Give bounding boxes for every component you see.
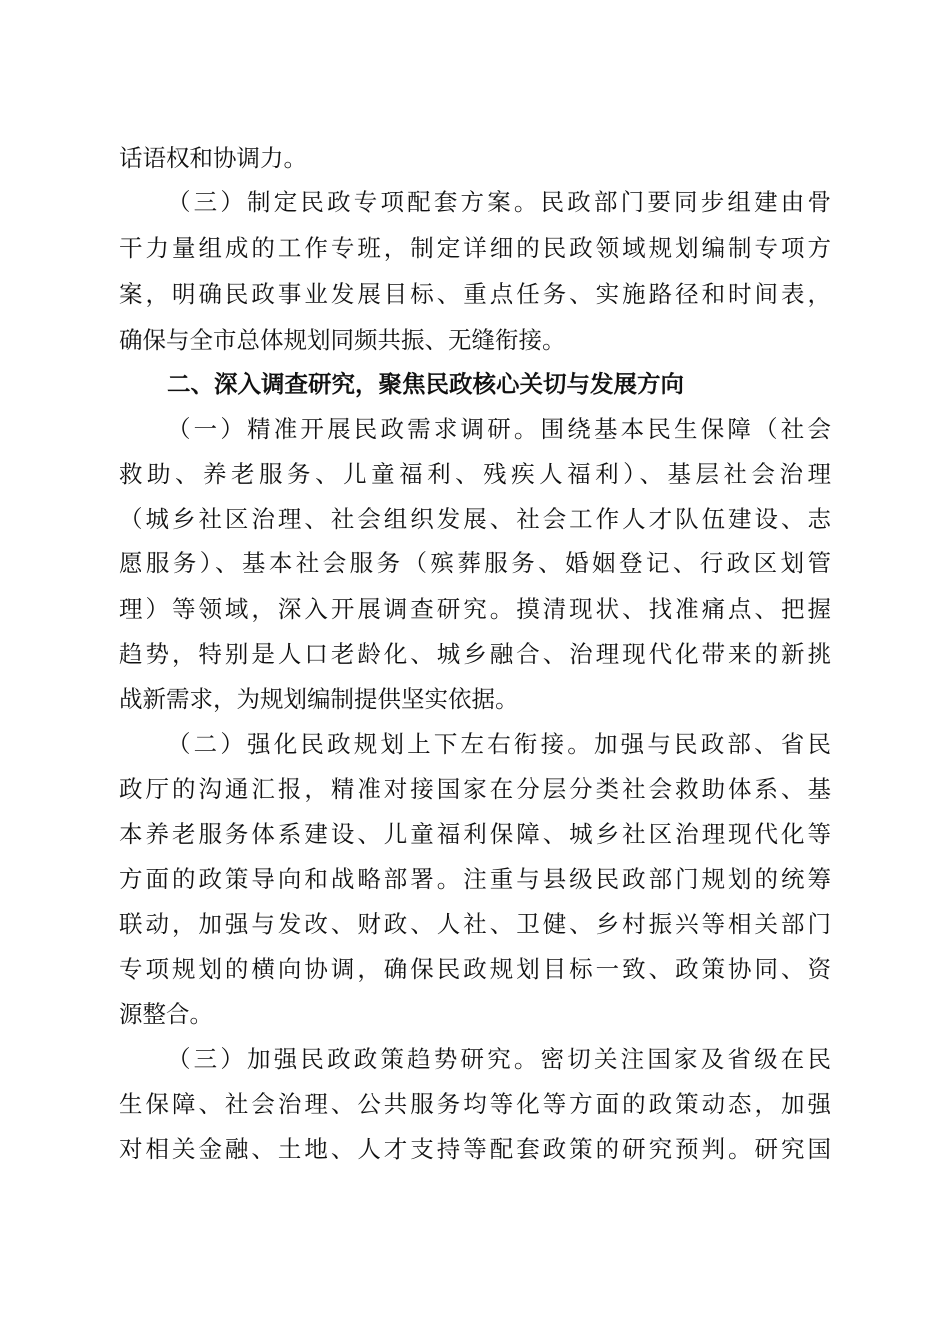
text-line: 方面的政策导向和战略部署。注重与县级民政部门规划的统筹 <box>119 865 831 893</box>
section-heading: 二、深入调查研究，聚焦民政核心关切与发展方向 <box>167 370 684 398</box>
text-line: （三）加强民政政策趋势研究。密切关注国家及省级在民 <box>167 1045 831 1073</box>
text-line: （二）强化民政规划上下左右衔接。加强与民政部、省民 <box>167 730 831 758</box>
text-line: 专项规划的横向协调，确保民政规划目标一致、政策协同、资 <box>119 955 831 983</box>
text-line: 源整合。 <box>119 1000 213 1028</box>
text-line: 愿服务）、基本社会服务（殡葬服务、婚姻登记、行政区划管 <box>119 549 831 577</box>
text-line: （一）精准开展民政需求调研。围绕基本民生保障（社会 <box>167 415 831 443</box>
text-line: 理）等领域，深入开展调查研究。摸清现状、找准痛点、把握 <box>119 595 831 623</box>
text-line: 救助、养老服务、儿童福利、残疾人福利）、基层社会治理 <box>119 460 831 488</box>
text-line: 案，明确民政事业发展目标、重点任务、实施路径和时间表， <box>119 280 831 308</box>
text-line: 话语权和协调力。 <box>119 144 307 172</box>
text-line: 本养老服务体系建设、儿童福利保障、城乡社区治理现代化等 <box>119 820 831 848</box>
text-line: 对相关金融、土地、人才支持等配套政策的研究预判。研究国 <box>119 1135 831 1163</box>
text-line: 确保与全市总体规划同频共振、无缝衔接。 <box>119 326 566 354</box>
text-line: （三）制定民政专项配套方案。民政部门要同步组建由骨 <box>167 188 831 216</box>
text-line: 联动，加强与发改、财政、人社、卫健、乡村振兴等相关部门 <box>119 910 831 938</box>
text-line: 生保障、社会治理、公共服务均等化等方面的政策动态，加强 <box>119 1090 831 1118</box>
text-line: （城乡社区治理、社会组织发展、社会工作人才队伍建设、志 <box>119 505 831 533</box>
text-line: 干力量组成的工作专班，制定详细的民政领域规划编制专项方 <box>119 234 831 262</box>
text-line: 政厅的沟通汇报，精准对接国家在分层分类社会救助体系、基 <box>119 775 831 803</box>
text-line: 趋势，特别是人口老龄化、城乡融合、治理现代化带来的新挑 <box>119 640 831 668</box>
text-line: 战新需求，为规划编制提供坚实依据。 <box>119 685 519 713</box>
